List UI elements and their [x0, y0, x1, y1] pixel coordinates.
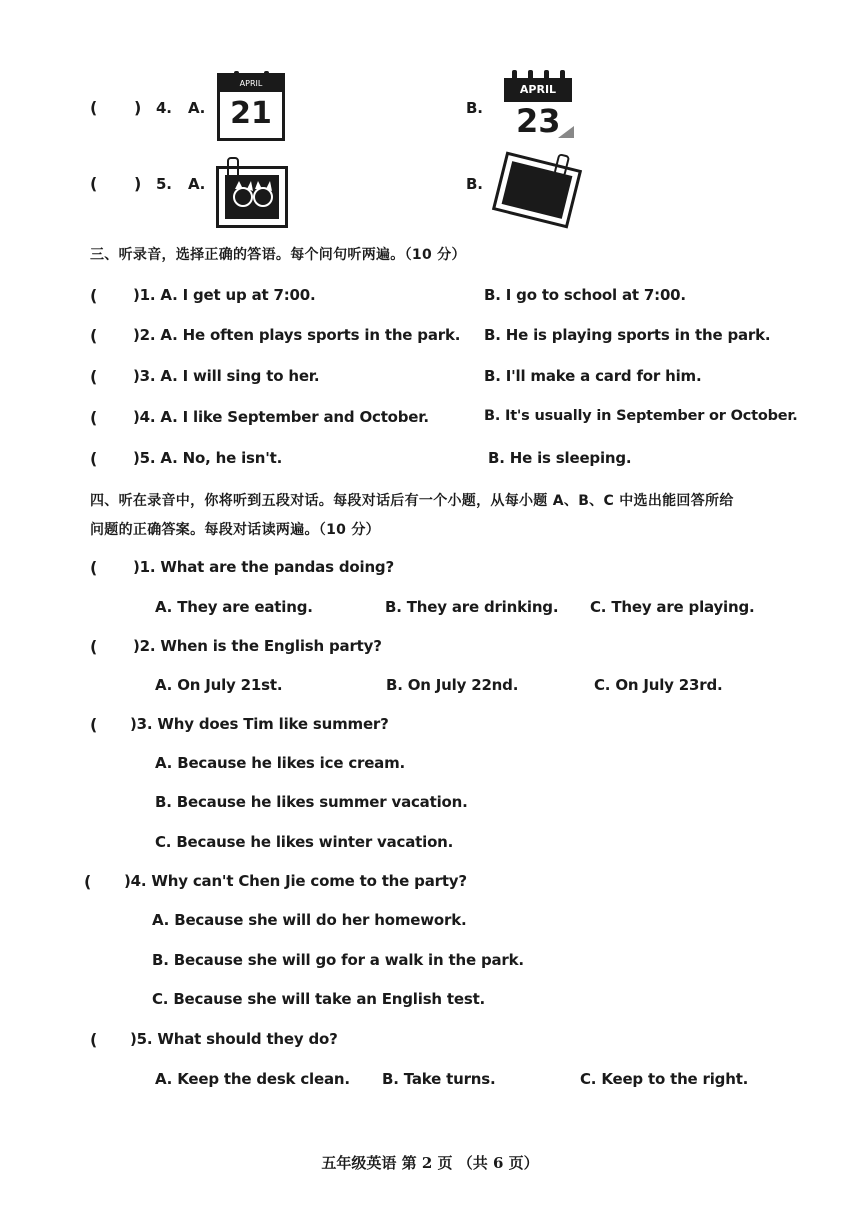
option-c-text: C. Because she will take an English test. — [152, 990, 486, 1008]
option-a-text: )5. A. No, he isn't. — [133, 449, 283, 467]
option-a-text: A. Because he likes ice cream. — [155, 754, 406, 772]
calendar-month: APRIL — [220, 76, 282, 92]
question-text: )4. Why can't Chen Jie come to the party? — [124, 872, 467, 890]
option-label-b: B. — [466, 99, 483, 117]
option-b-text: B. They are drinking. — [385, 598, 559, 616]
answer-paren-open: ( — [90, 326, 98, 345]
cat-faces-icon — [225, 175, 279, 219]
question-text: )1. What are the pandas doing? — [133, 558, 394, 576]
answer-paren-open: ( — [90, 98, 98, 117]
option-label-b: B. — [466, 175, 483, 193]
calendar-month: APRIL — [504, 78, 572, 102]
option-a-text: )3. A. I will sing to her. — [133, 367, 320, 385]
answer-paren-close: ) — [134, 174, 142, 193]
option-b-text: B. I go to school at 7:00. — [484, 286, 686, 304]
option-a-text: A. Because she will do her homework. — [152, 911, 467, 929]
answer-paren-close: ) — [134, 98, 142, 117]
calendar-day: 23 — [516, 102, 561, 140]
option-b-text: B. Because she will go for a walk in the park. — [152, 951, 524, 969]
option-label-a: A. — [188, 99, 206, 117]
option-b-text: B. He is playing sports in the park. — [484, 326, 771, 344]
option-b-text: B. On July 22nd. — [386, 676, 519, 694]
answer-paren-open: ( — [90, 174, 98, 193]
photo-tilted-image — [492, 151, 582, 228]
answer-paren-open: ( — [90, 286, 98, 305]
option-b-text: B. He is sleeping. — [488, 449, 632, 467]
option-a-text: A. Keep the desk clean. — [155, 1070, 350, 1088]
option-a-text: A. On July 21st. — [155, 676, 283, 694]
photo-cats-image — [216, 166, 288, 228]
section-heading-continued: 问题的正确答案。每段对话读两遍。（10 分） — [90, 522, 380, 538]
section-heading: 三、听录音，选择正确的答语。每个问句听两遍。（10 分） — [90, 247, 466, 263]
paperclip-icon — [227, 157, 239, 179]
question-number: 5. — [156, 175, 172, 193]
question-text: )5. What should they do? — [130, 1030, 338, 1048]
calendar-image-b — [502, 72, 574, 140]
answer-paren-open: ( — [84, 872, 92, 891]
paperclip-icon — [553, 153, 570, 177]
option-b-text: B. It's usually in September or October. — [484, 408, 798, 424]
option-b-text: B. Take turns. — [382, 1070, 496, 1088]
answer-paren-open: ( — [90, 408, 98, 427]
option-b-text: B. Because he likes summer vacation. — [155, 793, 468, 811]
option-c-text: C. Because he likes winter vacation. — [155, 833, 454, 851]
calendar-image-a — [217, 73, 285, 141]
section-heading: 四、听在录音中，你将听到五段对话。每段对话后有一个小题，从每小题 A、B、C 中选出能回答所给 — [90, 493, 734, 509]
option-label-a: A. — [188, 175, 206, 193]
calendar-day: 21 — [230, 96, 272, 131]
answer-paren-open: ( — [90, 449, 98, 468]
option-c-text: C. They are playing. — [590, 598, 755, 616]
answer-paren-open: ( — [90, 367, 98, 386]
question-text: )3. Why does Tim like summer? — [130, 715, 389, 733]
answer-paren-open: ( — [90, 715, 98, 734]
question-text: )2. When is the English party? — [133, 637, 382, 655]
answer-paren-open: ( — [90, 558, 98, 577]
option-a-text: )4. A. I like September and October. — [133, 408, 429, 426]
option-c-text: C. Keep to the right. — [580, 1070, 749, 1088]
page-footer: 五年级英语 第 2 页 （共 6 页） — [321, 1154, 539, 1172]
option-a-text: )2. A. He often plays sports in the park. — [133, 326, 461, 344]
answer-paren-open: ( — [90, 1030, 98, 1049]
option-a-text: A. They are eating. — [155, 598, 313, 616]
page-curl-icon — [558, 126, 574, 138]
answer-paren-open: ( — [90, 637, 98, 656]
option-c-text: C. On July 23rd. — [594, 676, 723, 694]
question-number: 4. — [156, 99, 172, 117]
option-a-text: )1. A. I get up at 7:00. — [133, 286, 316, 304]
option-b-text: B. I'll make a card for him. — [484, 367, 702, 385]
